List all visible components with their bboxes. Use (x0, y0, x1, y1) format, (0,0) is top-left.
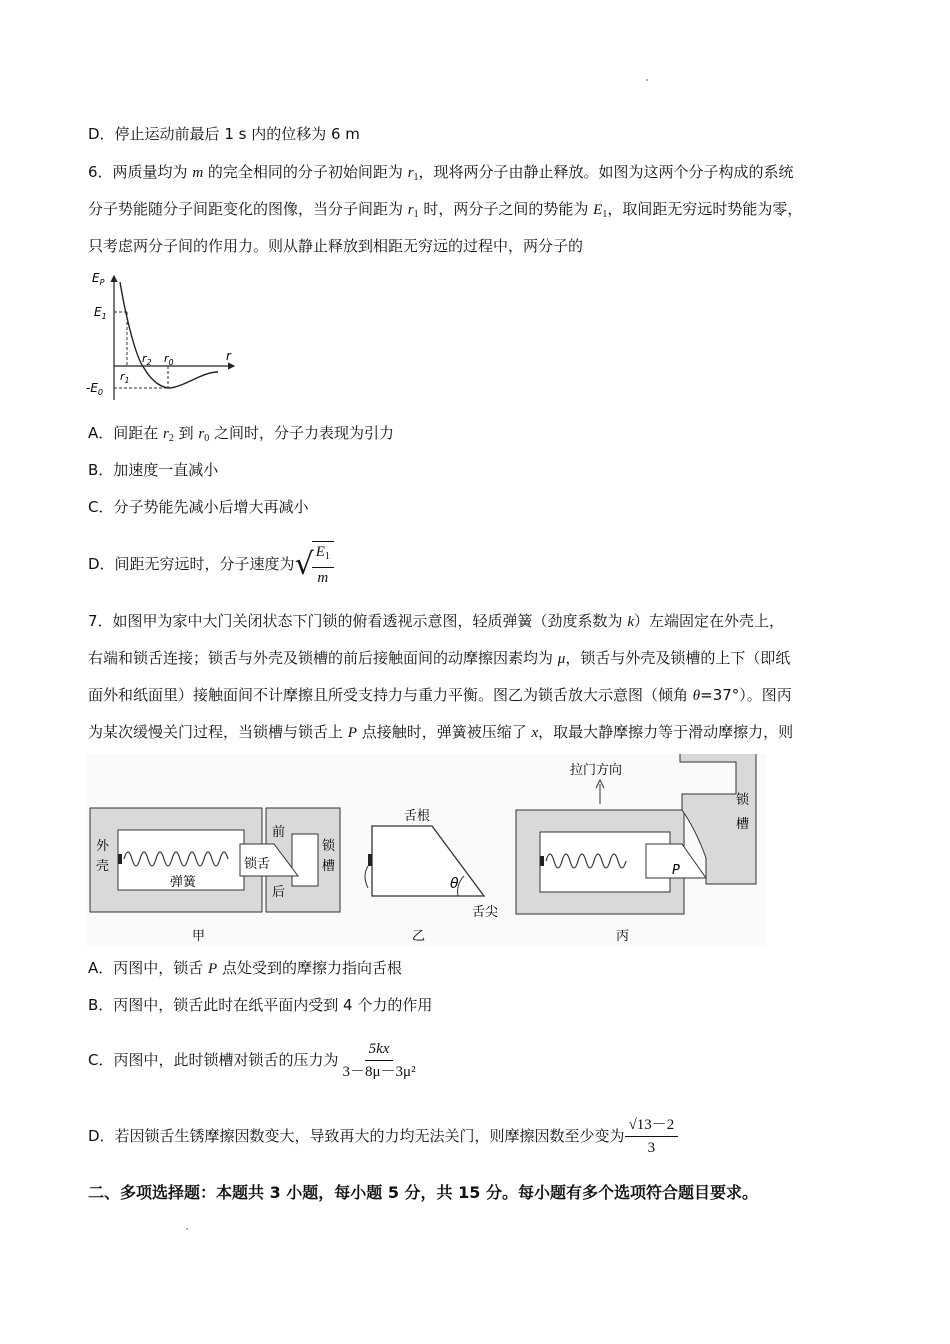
door-lock-figure (86, 754, 766, 946)
q7-stem-line1: 7．如图甲为家中大门关闭状态下门锁的俯看透视示意图，轻质弹簧（劲度系数为 k）左端固定在外壳上， (88, 612, 785, 630)
svg-text:拉门方向: 拉门方向 (570, 763, 623, 778)
svg-text:舌尖: 舌尖 (472, 905, 499, 920)
q6-stem-line2: 分子势能随分子间距变化的图像，当分子间距为 $r_1$ 时，两分子之间的势能为 $E_1$，取间距无穷远时势能为零， (88, 200, 803, 220)
section-heading: 二、多项选择题：本题共 3 小题，每小题 5 分，共 15 分。每小题有多个选项符合题目要求。 (88, 1183, 758, 1202)
svg-text:舌根: 舌根 (404, 809, 431, 824)
svg-text:丙: 丙 (616, 929, 630, 944)
scan-dot (186, 1228, 188, 1230)
q6-option-d: D．间距无穷远时，分子速度为 √ $\frac{E_1}{m}$ (88, 540, 334, 588)
q7-stem-line3: 面外和纸面里）接触面间不计摩擦且所受支持力与重力平衡。图乙为锁舌放大示意图（倾角 θ=37°）。图丙 (88, 686, 792, 704)
e0-label: $-E_0$ (86, 381, 104, 397)
svg-text:锁舌: 锁舌 (244, 857, 271, 872)
q6-option-c: C．分子势能先减小后增大再减小 (88, 498, 309, 516)
q7-stem-line4: 为某次缓慢关门过程，当锁槽与锁舌上 P 点接触时，弹簧被压缩了 x，取最大静摩擦力等于滑动摩擦力，则 (88, 723, 794, 741)
svg-text:壳: 壳 (96, 859, 110, 874)
q5-option-d: D．停止运动前最后 1 s 内的位移为 6 m (88, 125, 360, 143)
svg-text:P: P (672, 863, 680, 878)
r2-label: $r_2$ (142, 352, 152, 367)
q7-option-a: A．丙图中，锁舌 P 点处受到的摩擦力指向舌根 (88, 959, 402, 977)
r1-label: $r_1$ (120, 370, 130, 385)
svg-text:槽: 槽 (322, 859, 336, 874)
fraction: $\frac{5kx}{\text{3－8μ－3μ²}}$ (338, 1038, 419, 1083)
svg-text:甲: 甲 (192, 929, 206, 944)
svg-text:θ: θ (450, 876, 459, 892)
sqrt-expression: √ $\frac{E_1}{m}$ (295, 541, 334, 588)
svg-text:前: 前 (272, 825, 286, 840)
q6-stem-line1: 6．两质量均为 m 的完全相同的分子初始间距为 $r_1$，现将两分子由静止释放。如图为这两个分子构成的系统 (88, 163, 794, 183)
r-axis-label: r (226, 349, 231, 363)
r0-label: $r_0$ (164, 352, 174, 367)
svg-text:外: 外 (96, 839, 110, 854)
fraction: $\frac{√13-2}{3}$ (625, 1114, 679, 1159)
ep-axis-label: $E_P$ (92, 271, 105, 287)
svg-text:锁: 锁 (322, 839, 336, 854)
svg-text:锁: 锁 (736, 793, 750, 808)
q7-option-b: B．丙图中，锁舌此时在纸平面内受到 4 个力的作用 (88, 996, 433, 1014)
potential-curve (120, 282, 218, 388)
scan-dot (646, 79, 648, 81)
q6-option-b: B．加速度一直减小 (88, 461, 219, 479)
q6-option-a: A．间距在 $r_2$ 到 $r_0$ 之间时，分子力表现为引力 (88, 424, 395, 444)
q7-option-c: C．丙图中，此时锁槽对锁舌的压力为 $\frac{5kx}{\text{3－8μ－3μ²}}$ (88, 1034, 420, 1086)
q7-stem-line2: 右端和锁舌连接；锁舌与外壳及锁槽的前后接触面间的动摩擦因素均为 μ，锁舌与外壳及锁槽的上下（即纸 (88, 649, 791, 667)
svg-text:弹簧: 弹簧 (170, 875, 197, 890)
q7-option-d: D．若因锁舌生锈摩擦因数变大，导致再大的力均无法关门，则摩擦因数至少变为 $\frac{√13-2}{3}$ (88, 1110, 678, 1162)
potential-energy-graph (86, 268, 246, 408)
svg-text:槽: 槽 (736, 817, 750, 832)
svg-text:乙: 乙 (412, 929, 426, 944)
e1-label: $E_1$ (94, 305, 107, 321)
q6-stem-line3: 只考虑两分子间的作用力。则从静止释放到相距无穷远的过程中，两分子的 (88, 237, 584, 255)
svg-text:后: 后 (272, 885, 286, 900)
